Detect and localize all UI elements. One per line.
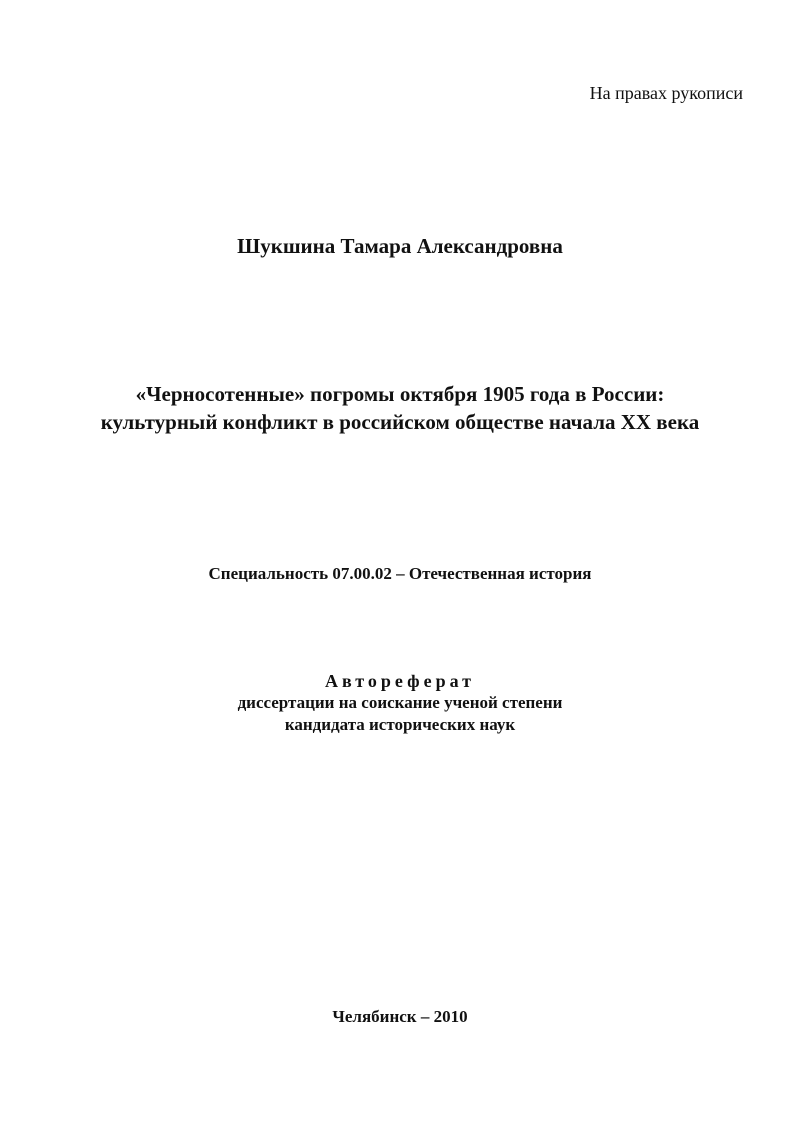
author-name: Шукшина Тамара Александровна xyxy=(237,234,563,258)
dissertation-title-line-2: культурный конфликт в российском обществе начала XX века xyxy=(100,410,700,434)
dissertation-title-line-1: «Черносотенные» погромы октября 1905 года в России: xyxy=(135,382,665,406)
city-year: Челябинск – 2010 xyxy=(332,1007,468,1026)
abstract-subtitle-line-1: диссертации на соискание ученой степени xyxy=(237,693,563,712)
abstract-subtitle-line-2: кандидата исторических наук xyxy=(284,715,516,734)
manuscript-rights-note: На правах рукописи xyxy=(589,83,743,103)
specialty-line: Специальность 07.00.02 – Отечественная история xyxy=(208,564,592,583)
abstract-heading: Автореферат xyxy=(325,671,475,691)
